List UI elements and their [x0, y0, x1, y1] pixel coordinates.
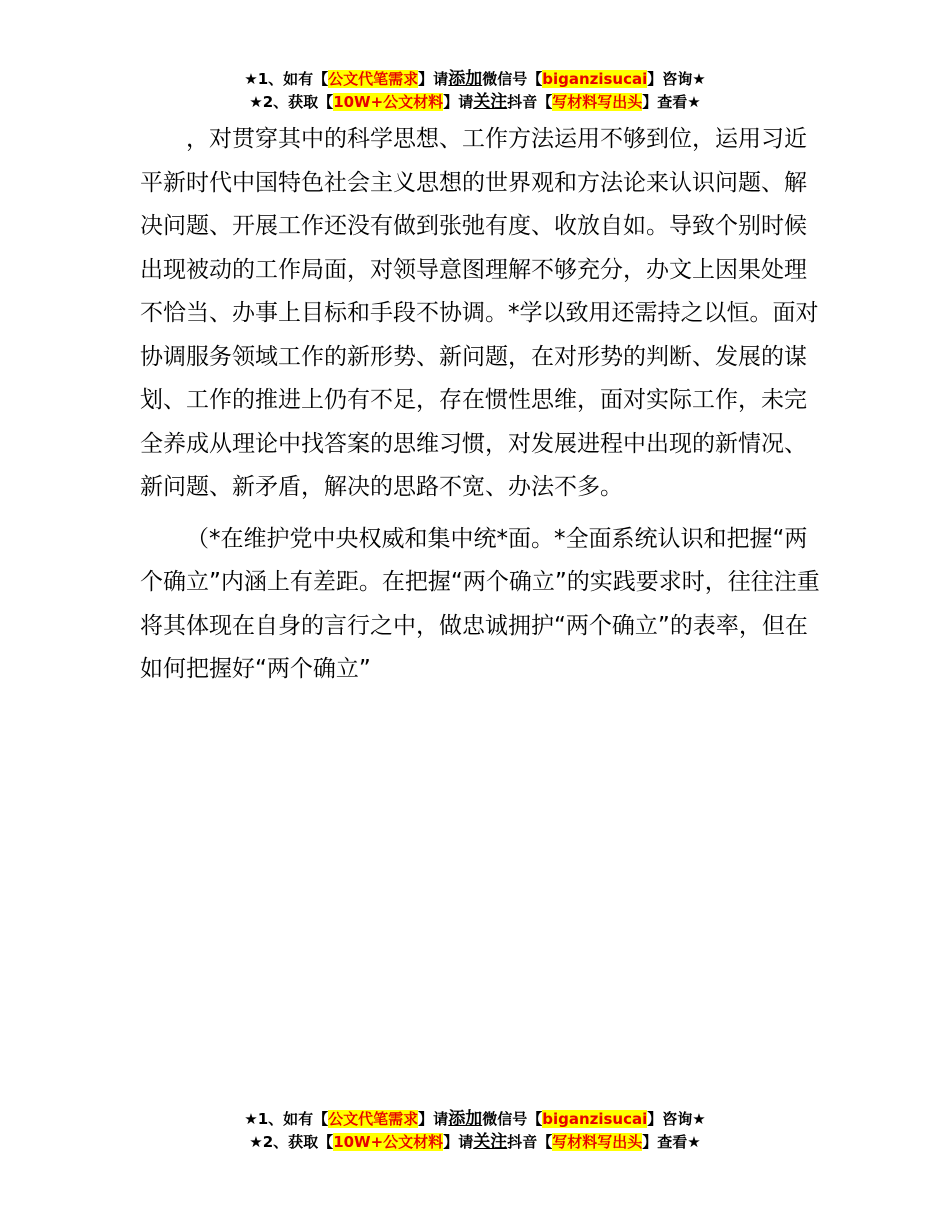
- banner-line-1: [0, 1108, 950, 1131]
- banner-text: 抖音【: [507, 93, 553, 111]
- highlight-wechat-id: biganzisucai: [542, 1110, 648, 1128]
- banner-line-1: [0, 68, 950, 91]
- banner-line-2: [0, 1131, 950, 1154]
- emphasis-add: 添加: [448, 69, 483, 89]
- highlight-douyin-id: 写材料写出头: [552, 93, 643, 111]
- document-body: [140, 118, 820, 692]
- paragraph-2: （*在维护党中央权威和集中统*面。*全面系统认识和把握“两个确立”内涵上有差距。在把握“两个确立”的实践要求时，往往注重将其体现在自身的言行之中，做忠诚拥护“两个确立”的表率，但在如何把握好“两个确立”: [140, 525, 820, 682]
- banner-text: 】请: [443, 1133, 474, 1151]
- highlight-materials: 10W+公文材料: [333, 1133, 444, 1151]
- banner-text: 抖音【: [507, 1133, 553, 1151]
- banner-text: 】请: [418, 1110, 449, 1128]
- star-icon: ★: [249, 93, 263, 111]
- banner-text: 微信号【: [482, 70, 543, 88]
- banner-text: 】咨询: [647, 70, 693, 88]
- banner-text: 2、获取【: [262, 1133, 334, 1151]
- star-icon: ★: [692, 70, 706, 88]
- star-icon: ★: [244, 70, 258, 88]
- star-icon: ★: [692, 1110, 706, 1128]
- footer-banner: [0, 1108, 950, 1154]
- banner-text: 1、如有【: [257, 1110, 329, 1128]
- banner-text: 2、获取【: [262, 93, 334, 111]
- highlight-wechat-id: biganzisucai: [542, 70, 648, 88]
- emphasis-follow: 关注: [473, 92, 508, 112]
- highlight-service: 公文代笔需求: [328, 1110, 419, 1128]
- paragraph-1: ，对贯穿其中的科学思想、工作方法运用不够到位，运用习近平新时代中国特色社会主义思想的世界观和方法论来认识问题、解决问题、开展工作还没有做到张弛有度、收放自如。导致个别时候出现被动的工作局面，对领导意图理解不够充分，办文上因果处理不恰当、办事上目标和手段不协调。*学以致用还需持之以恒。面对协调服务领域工作的新形势、新问题，在对形势的判断、发展的谋划、工作的推进上仍有不足，存在惯性思维，面对实际工作，未完全养成从理论中找答案的思维习惯，对发展进程中出现的新情况、新问题、新矛盾，解决的思路不宽、办法不多。: [140, 126, 819, 500]
- highlight-service: 公文代笔需求: [328, 70, 419, 88]
- emphasis-follow: 关注: [473, 1132, 508, 1152]
- header-banner: [0, 68, 950, 114]
- banner-text: 】请: [443, 93, 474, 111]
- star-icon: ★: [687, 93, 701, 111]
- star-icon: ★: [249, 1133, 263, 1151]
- emphasis-add: 添加: [448, 1109, 483, 1129]
- banner-text: 1、如有【: [257, 70, 329, 88]
- banner-line-2: [0, 91, 950, 114]
- banner-text: 】咨询: [647, 1110, 693, 1128]
- banner-text: 】查看: [642, 1133, 688, 1151]
- star-icon: ★: [687, 1133, 701, 1151]
- banner-text: 】查看: [642, 93, 688, 111]
- banner-text: 微信号【: [482, 1110, 543, 1128]
- banner-text: 】请: [418, 70, 449, 88]
- highlight-materials: 10W+公文材料: [333, 93, 444, 111]
- star-icon: ★: [244, 1110, 258, 1128]
- highlight-douyin-id: 写材料写出头: [552, 1133, 643, 1151]
